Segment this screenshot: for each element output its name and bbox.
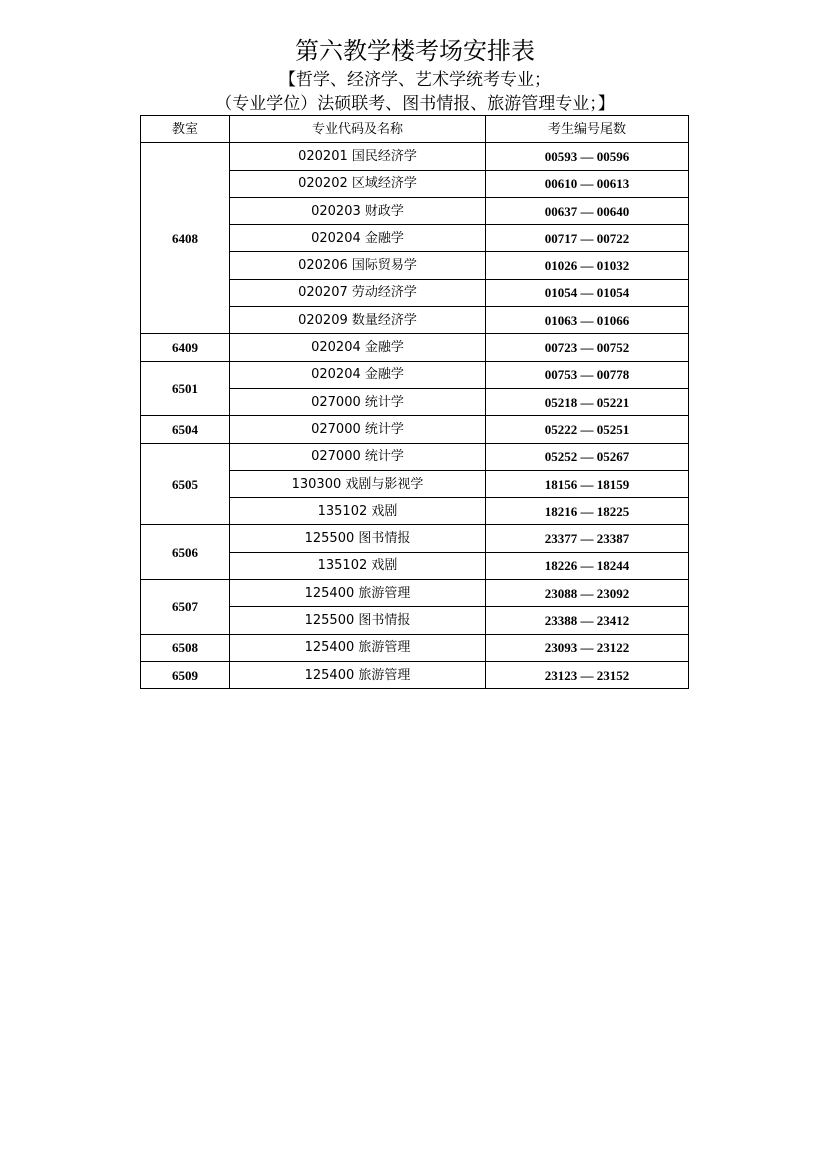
subtitle-line-2: （专业学位）法硕联考、图书情报、旅游管理专业；】 bbox=[215, 94, 615, 114]
candidate-range-cell: 00753 — 00778 bbox=[486, 361, 689, 388]
candidate-range-cell: 01054 — 01054 bbox=[486, 279, 689, 306]
candidate-range-cell: 18216 — 18225 bbox=[486, 498, 689, 525]
room-number-cell: 6408 bbox=[141, 143, 230, 334]
candidate-range-cell: 01063 — 01066 bbox=[486, 307, 689, 334]
major-cell: 125500 图书情报 bbox=[230, 525, 486, 552]
candidate-range-cell: 00593 — 00596 bbox=[486, 143, 689, 170]
header-room: 教室 bbox=[141, 116, 230, 143]
major-cell: 125400 旅游管理 bbox=[230, 661, 486, 688]
room-number-cell: 6509 bbox=[141, 661, 230, 688]
major-cell: 020204 金融学 bbox=[230, 225, 486, 252]
major-cell: 020203 财政学 bbox=[230, 197, 486, 224]
room-number-cell: 6505 bbox=[141, 443, 230, 525]
candidate-range-cell: 05222 — 05251 bbox=[486, 416, 689, 443]
candidate-range-cell: 00637 — 00640 bbox=[486, 197, 689, 224]
candidate-range-cell: 01026 — 01032 bbox=[486, 252, 689, 279]
candidate-range-cell: 05252 — 05267 bbox=[486, 443, 689, 470]
major-cell: 020209 数量经济学 bbox=[230, 307, 486, 334]
major-cell: 027000 统计学 bbox=[230, 443, 486, 470]
candidate-range-cell: 23123 — 23152 bbox=[486, 661, 689, 688]
table-row bbox=[141, 580, 689, 607]
major-cell: 027000 统计学 bbox=[230, 416, 486, 443]
candidate-range-cell: 23088 — 23092 bbox=[486, 580, 689, 607]
room-number-cell: 6504 bbox=[141, 416, 230, 443]
page-title: 第六教学楼考场安排表 bbox=[295, 37, 535, 65]
major-cell: 020204 金融学 bbox=[230, 334, 486, 361]
exam-room-table bbox=[140, 115, 689, 689]
room-number-cell: 6409 bbox=[141, 334, 230, 361]
table-row bbox=[141, 334, 689, 361]
room-number-cell: 6506 bbox=[141, 525, 230, 580]
candidate-range-cell: 05218 — 05221 bbox=[486, 388, 689, 415]
table-row bbox=[141, 443, 689, 470]
major-cell: 020207 劳动经济学 bbox=[230, 279, 486, 306]
table-row bbox=[141, 143, 689, 170]
candidate-range-cell: 23388 — 23412 bbox=[486, 607, 689, 634]
table-row bbox=[141, 634, 689, 661]
header-major: 专业代码及名称 bbox=[230, 116, 486, 143]
subtitle-line-1: 【哲学、经济学、艺术学统考专业； bbox=[279, 70, 551, 90]
candidate-range-cell: 23093 — 23122 bbox=[486, 634, 689, 661]
major-cell: 020201 国民经济学 bbox=[230, 143, 486, 170]
major-cell: 135102 戏剧 bbox=[230, 552, 486, 579]
candidate-range-cell: 23377 — 23387 bbox=[486, 525, 689, 552]
table-header-row bbox=[141, 116, 689, 143]
major-cell: 130300 戏剧与影视学 bbox=[230, 470, 486, 497]
table-row bbox=[141, 416, 689, 443]
table-body bbox=[141, 143, 689, 689]
candidate-range-cell: 18156 — 18159 bbox=[486, 470, 689, 497]
candidate-range-cell: 00717 — 00722 bbox=[486, 225, 689, 252]
major-cell: 020206 国际贸易学 bbox=[230, 252, 486, 279]
room-number-cell: 6501 bbox=[141, 361, 230, 416]
major-cell: 020202 区域经济学 bbox=[230, 170, 486, 197]
room-number-cell: 6507 bbox=[141, 580, 230, 635]
table-row bbox=[141, 525, 689, 552]
major-cell: 125400 旅游管理 bbox=[230, 634, 486, 661]
room-number-cell: 6508 bbox=[141, 634, 230, 661]
major-cell: 135102 戏剧 bbox=[230, 498, 486, 525]
major-cell: 020204 金融学 bbox=[230, 361, 486, 388]
table-row bbox=[141, 661, 689, 688]
header-range: 考生编号尾数 bbox=[486, 116, 689, 143]
major-cell: 125400 旅游管理 bbox=[230, 580, 486, 607]
candidate-range-cell: 00723 — 00752 bbox=[486, 334, 689, 361]
candidate-range-cell: 00610 — 00613 bbox=[486, 170, 689, 197]
candidate-range-cell: 18226 — 18244 bbox=[486, 552, 689, 579]
major-cell: 027000 统计学 bbox=[230, 388, 486, 415]
major-cell: 125500 图书情报 bbox=[230, 607, 486, 634]
table-row bbox=[141, 361, 689, 388]
